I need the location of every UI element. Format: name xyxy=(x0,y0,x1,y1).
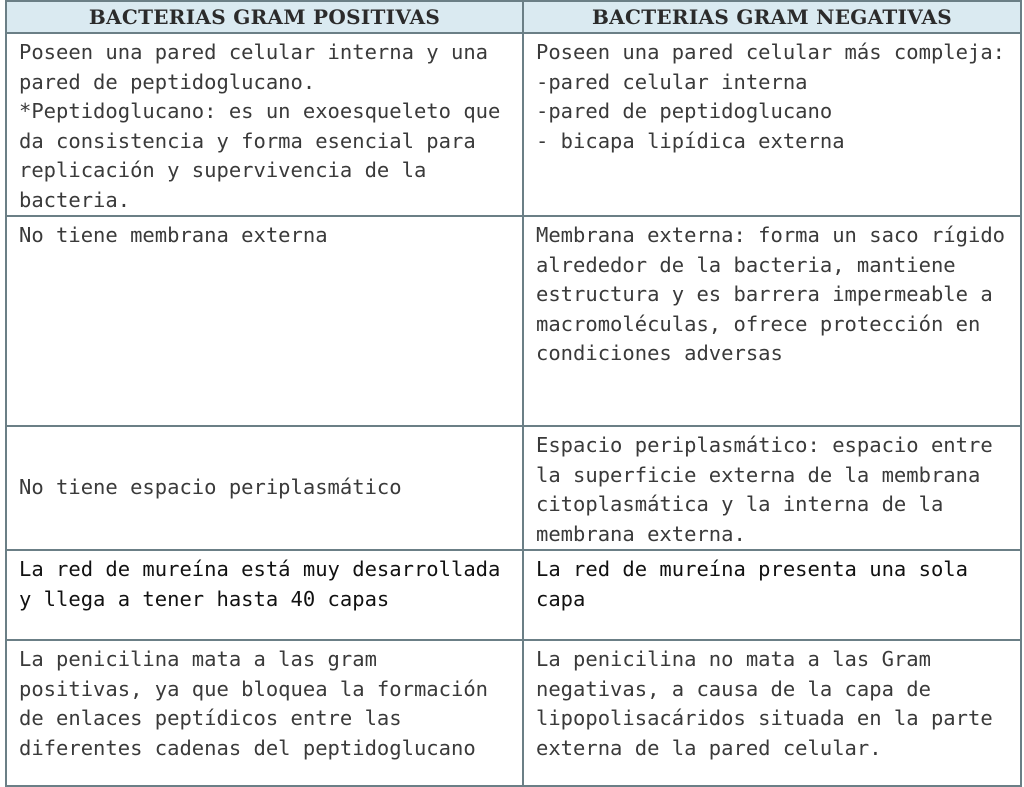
cell-negative-murein: La red de mureína presenta una sola capa xyxy=(523,550,1021,640)
cell-positive-periplasmic-space: No tiene espacio periplasmático xyxy=(6,426,523,550)
cell-positive-outer-membrane: No tiene membrana externa xyxy=(6,216,523,426)
cell-negative-periplasmic-space: Espacio periplasmático: espacio entre la superficie externa de la membrana citoplasmática y la interna de la membrana externa. xyxy=(523,426,1021,550)
cell-positive-cell-wall: Poseen una pared celular interna y una pared de peptidoglucano. *Peptidoglucano: es un exoesqueleto que da consistencia y forma esencial para replicación y supervivencia de la bacteria. xyxy=(6,33,523,216)
table-row xyxy=(6,640,1021,786)
cell-negative-outer-membrane: Membrana externa: forma un saco rígido alrededor de la bacteria, mantiene estructura y es barrera impermeable a macromoléculas, ofrece protección en condiciones adversas xyxy=(523,216,1021,426)
comparison-table xyxy=(5,0,1022,787)
cell-negative-cell-wall: Poseen una pared celular más compleja: -pared celular interna -pared de peptidoglucano - bicapa lipídica externa xyxy=(523,33,1021,216)
cell-negative-penicillin: La penicilina no mata a las Gram negativas, a causa de la capa de lipopolisacáridos situada en la parte externa de la pared celular. xyxy=(523,640,1021,786)
cell-positive-murein: La red de mureína está muy desarrollada y llega a tener hasta 40 capas xyxy=(6,550,523,640)
table-row xyxy=(6,216,1021,426)
table-row xyxy=(6,550,1021,640)
header-gram-positive: BACTERIAS GRAM POSITIVAS xyxy=(6,1,523,33)
header-gram-negative: BACTERIAS GRAM NEGATIVAS xyxy=(523,1,1021,33)
table-row xyxy=(6,33,1021,216)
header-row xyxy=(6,1,1021,33)
table-row xyxy=(6,426,1021,550)
cell-positive-penicillin: La penicilina mata a las gram positivas, ya que bloquea la formación de enlaces peptídicos entre las diferentes cadenas del peptidoglucano xyxy=(6,640,523,786)
